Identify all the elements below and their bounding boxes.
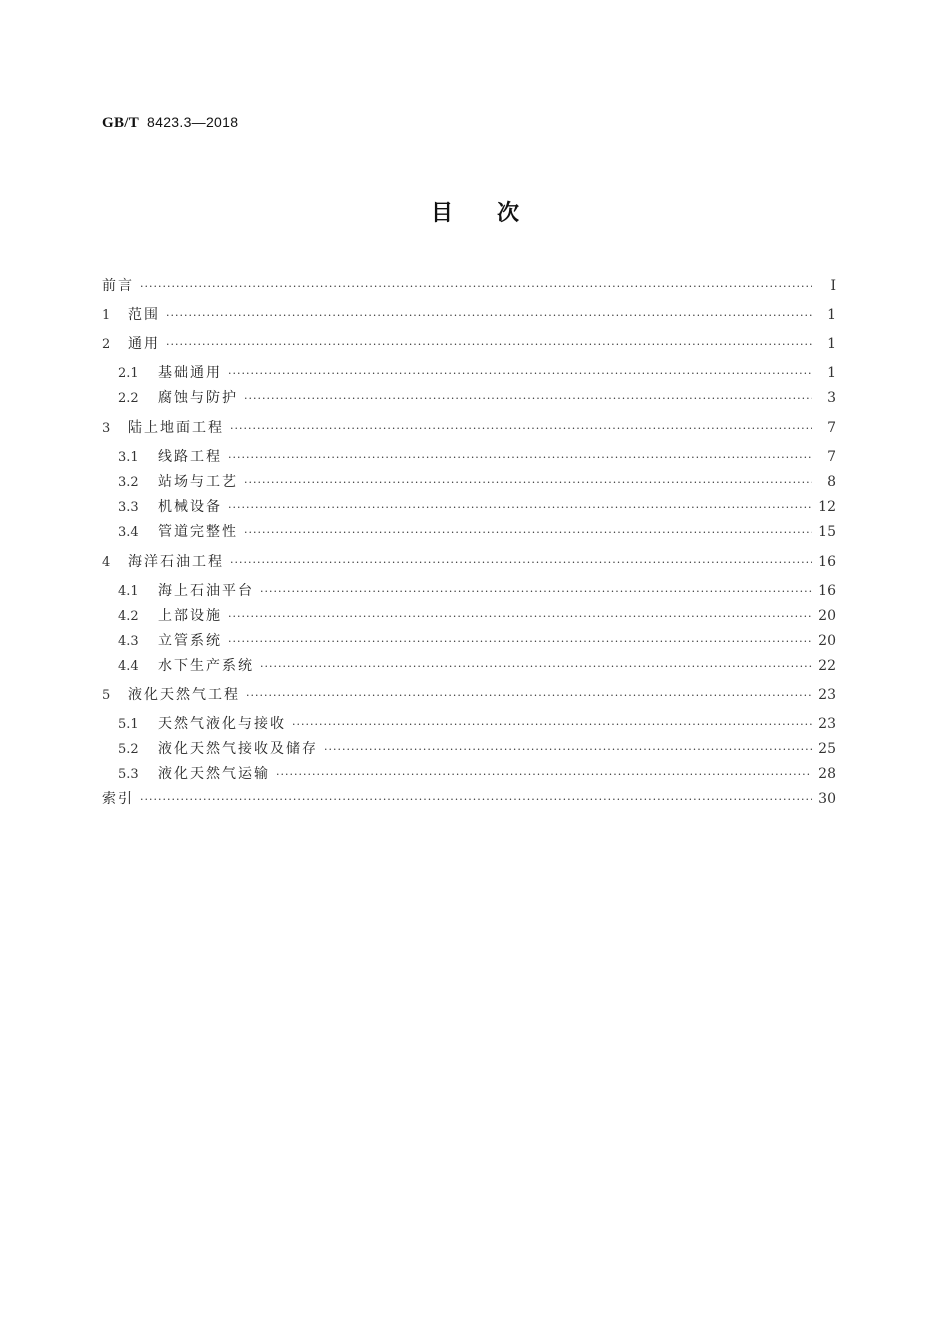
toc-number: 1 bbox=[102, 308, 111, 323]
toc-label: 管道完整性 bbox=[158, 524, 238, 540]
toc-page: 20 bbox=[818, 608, 836, 624]
toc-entry-5[interactable] bbox=[102, 684, 836, 704]
toc-label: 天然气液化与接收 bbox=[158, 716, 286, 732]
toc-entry-4-2[interactable] bbox=[118, 605, 836, 625]
toc-label: 范围 bbox=[128, 307, 160, 323]
toc-label: 液化天然气运输 bbox=[158, 766, 270, 782]
toc-page: 1 bbox=[827, 307, 836, 323]
toc-leader-dots bbox=[260, 660, 812, 673]
toc-number: 5.3 bbox=[118, 767, 139, 782]
toc-page: 30 bbox=[818, 791, 836, 807]
toc-leader-dots bbox=[244, 526, 812, 539]
page-title bbox=[0, 196, 950, 227]
toc-number: 3.3 bbox=[118, 500, 139, 515]
toc-page: 15 bbox=[818, 524, 836, 540]
toc-leader-dots bbox=[228, 610, 812, 623]
toc-page: 25 bbox=[818, 741, 836, 757]
toc-page: 16 bbox=[818, 554, 836, 570]
toc-label: 机械设备 bbox=[158, 499, 222, 515]
standard-prefix: GB/T bbox=[102, 115, 140, 131]
toc-entry-1[interactable] bbox=[102, 304, 836, 324]
toc-leader-dots bbox=[276, 768, 812, 781]
toc-number: 2.2 bbox=[118, 391, 139, 406]
toc-entry-5-1[interactable] bbox=[118, 713, 836, 733]
toc-page: 3 bbox=[827, 390, 836, 406]
toc-page: 7 bbox=[827, 449, 836, 465]
toc-number: 3.2 bbox=[118, 475, 139, 490]
toc-page: 23 bbox=[818, 716, 836, 732]
toc-label: 上部设施 bbox=[158, 608, 222, 624]
toc-entry-4-1[interactable] bbox=[118, 580, 836, 600]
toc-leader-dots bbox=[244, 476, 812, 489]
toc-leader-dots bbox=[292, 718, 812, 731]
toc-page: 1 bbox=[827, 365, 836, 381]
toc-entry-3-1[interactable] bbox=[118, 446, 836, 466]
toc-number: 5.2 bbox=[118, 742, 139, 757]
toc-entry-2-2[interactable] bbox=[118, 387, 836, 407]
toc-leader-dots bbox=[230, 556, 812, 569]
title-char-2: 次 bbox=[497, 201, 520, 226]
toc-entry-3-3[interactable] bbox=[118, 496, 836, 516]
toc-number: 2 bbox=[102, 337, 111, 352]
toc-entry-3-2[interactable] bbox=[118, 471, 836, 491]
toc-number: 4.2 bbox=[118, 609, 139, 624]
toc-page: 1 bbox=[827, 336, 836, 352]
toc-leader-dots bbox=[166, 309, 812, 322]
toc-leader-dots bbox=[228, 367, 812, 380]
toc-leader-dots bbox=[140, 793, 812, 806]
toc-label: 海上石油平台 bbox=[158, 583, 254, 599]
toc-number: 4.3 bbox=[118, 634, 139, 649]
toc-number: 4.1 bbox=[118, 584, 139, 599]
toc-page: 7 bbox=[827, 420, 836, 436]
toc-leader-dots bbox=[244, 392, 812, 405]
toc-label: 液化天然气工程 bbox=[128, 687, 240, 703]
toc-leader-dots bbox=[246, 689, 812, 702]
toc-entry-index[interactable] bbox=[102, 788, 836, 808]
toc-page: 16 bbox=[818, 583, 836, 599]
toc-number: 5 bbox=[102, 688, 111, 703]
toc-label: 陆上地面工程 bbox=[128, 420, 224, 436]
toc-label: 立管系统 bbox=[158, 633, 222, 649]
toc-label: 站场与工艺 bbox=[158, 474, 238, 490]
toc-number: 4.4 bbox=[118, 659, 139, 674]
toc-label: 水下生产系统 bbox=[158, 658, 254, 674]
toc-label: 海洋石油工程 bbox=[128, 554, 224, 570]
toc-number: 2.1 bbox=[118, 366, 139, 381]
toc-entry-4-4[interactable] bbox=[118, 655, 836, 675]
toc-number: 4 bbox=[102, 555, 111, 570]
toc-leader-dots bbox=[140, 280, 812, 293]
toc-number: 3.4 bbox=[118, 525, 139, 540]
toc-entry-foreword[interactable] bbox=[102, 275, 836, 295]
title-char-1: 目 bbox=[430, 201, 453, 226]
toc-leader-dots bbox=[260, 585, 812, 598]
toc-entry-5-2[interactable] bbox=[118, 738, 836, 758]
toc-page: 8 bbox=[827, 474, 836, 490]
toc-entry-2-1[interactable] bbox=[118, 362, 836, 382]
toc-entry-4-3[interactable] bbox=[118, 630, 836, 650]
toc-label: 液化天然气接收及储存 bbox=[158, 741, 318, 757]
toc-label: 前言 bbox=[102, 278, 134, 294]
standard-number: 8423.3—2018 bbox=[147, 114, 239, 130]
toc-number: 3.1 bbox=[118, 450, 139, 465]
toc-entry-3-4[interactable] bbox=[118, 521, 836, 541]
toc-leader-dots bbox=[166, 338, 812, 351]
toc-leader-dots bbox=[228, 501, 812, 514]
toc-leader-dots bbox=[228, 451, 812, 464]
toc-leader-dots bbox=[324, 743, 812, 756]
toc-page: 12 bbox=[818, 499, 836, 515]
toc-page: Ⅰ bbox=[830, 278, 836, 294]
toc-page: 22 bbox=[818, 658, 836, 674]
toc-leader-dots bbox=[230, 422, 812, 435]
toc-entry-3[interactable] bbox=[102, 417, 836, 437]
toc-number: 5.1 bbox=[118, 717, 139, 732]
toc-leader-dots bbox=[228, 635, 812, 648]
toc-label: 通用 bbox=[128, 336, 160, 352]
toc-page: 23 bbox=[818, 687, 836, 703]
standard-code bbox=[102, 114, 238, 132]
toc-entry-5-3[interactable] bbox=[118, 763, 836, 783]
toc-number: 3 bbox=[102, 421, 111, 436]
toc-label: 基础通用 bbox=[158, 365, 222, 381]
toc-entry-4[interactable] bbox=[102, 551, 836, 571]
toc-page: 20 bbox=[818, 633, 836, 649]
toc-page: 28 bbox=[818, 766, 836, 782]
toc-label: 线路工程 bbox=[158, 449, 222, 465]
toc-label: 索引 bbox=[102, 791, 134, 807]
toc-label: 腐蚀与防护 bbox=[158, 390, 238, 406]
toc-entry-2[interactable] bbox=[102, 333, 836, 353]
